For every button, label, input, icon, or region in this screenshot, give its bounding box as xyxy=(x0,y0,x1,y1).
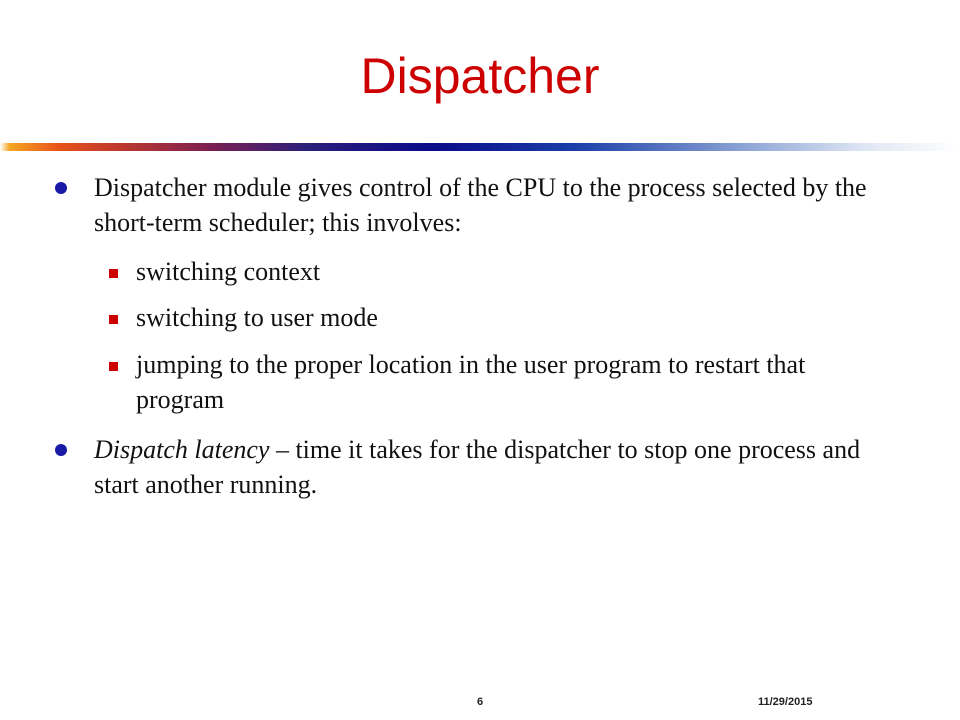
sub-bullet-text: switching context xyxy=(136,257,321,286)
slide-date: 11/29/2015 xyxy=(758,696,813,708)
sub-bullet-square-icon xyxy=(109,269,118,278)
bullet-text: time it takes for the dispatcher to stop one process and start another running. xyxy=(94,435,861,499)
sub-bullet-item-1 xyxy=(136,254,856,289)
sub-bullet-text: jumping to the proper location in the user program to restart that program xyxy=(136,350,806,414)
bullet-dot-icon xyxy=(55,182,67,194)
page-number: 6 xyxy=(476,696,484,708)
bullet-item-2 xyxy=(94,432,874,502)
bullet-item-1 xyxy=(94,170,874,240)
bullet-separator: – xyxy=(269,435,296,464)
bullet-term: Dispatch latency xyxy=(94,435,270,464)
sub-bullet-text: switching to user mode xyxy=(136,303,378,332)
bullet-dot-icon xyxy=(55,444,67,456)
title-divider xyxy=(0,143,960,151)
sub-bullet-square-icon xyxy=(109,315,118,324)
sub-bullet-item-2 xyxy=(136,300,856,335)
bullet-text: Dispatcher module gives control of the CPU to the process selected by the short-term scheduler; this involves: xyxy=(94,173,867,237)
slide-title: Dispatcher xyxy=(360,48,600,104)
sub-bullet-item-3 xyxy=(136,347,856,417)
sub-bullet-square-icon xyxy=(109,362,118,371)
